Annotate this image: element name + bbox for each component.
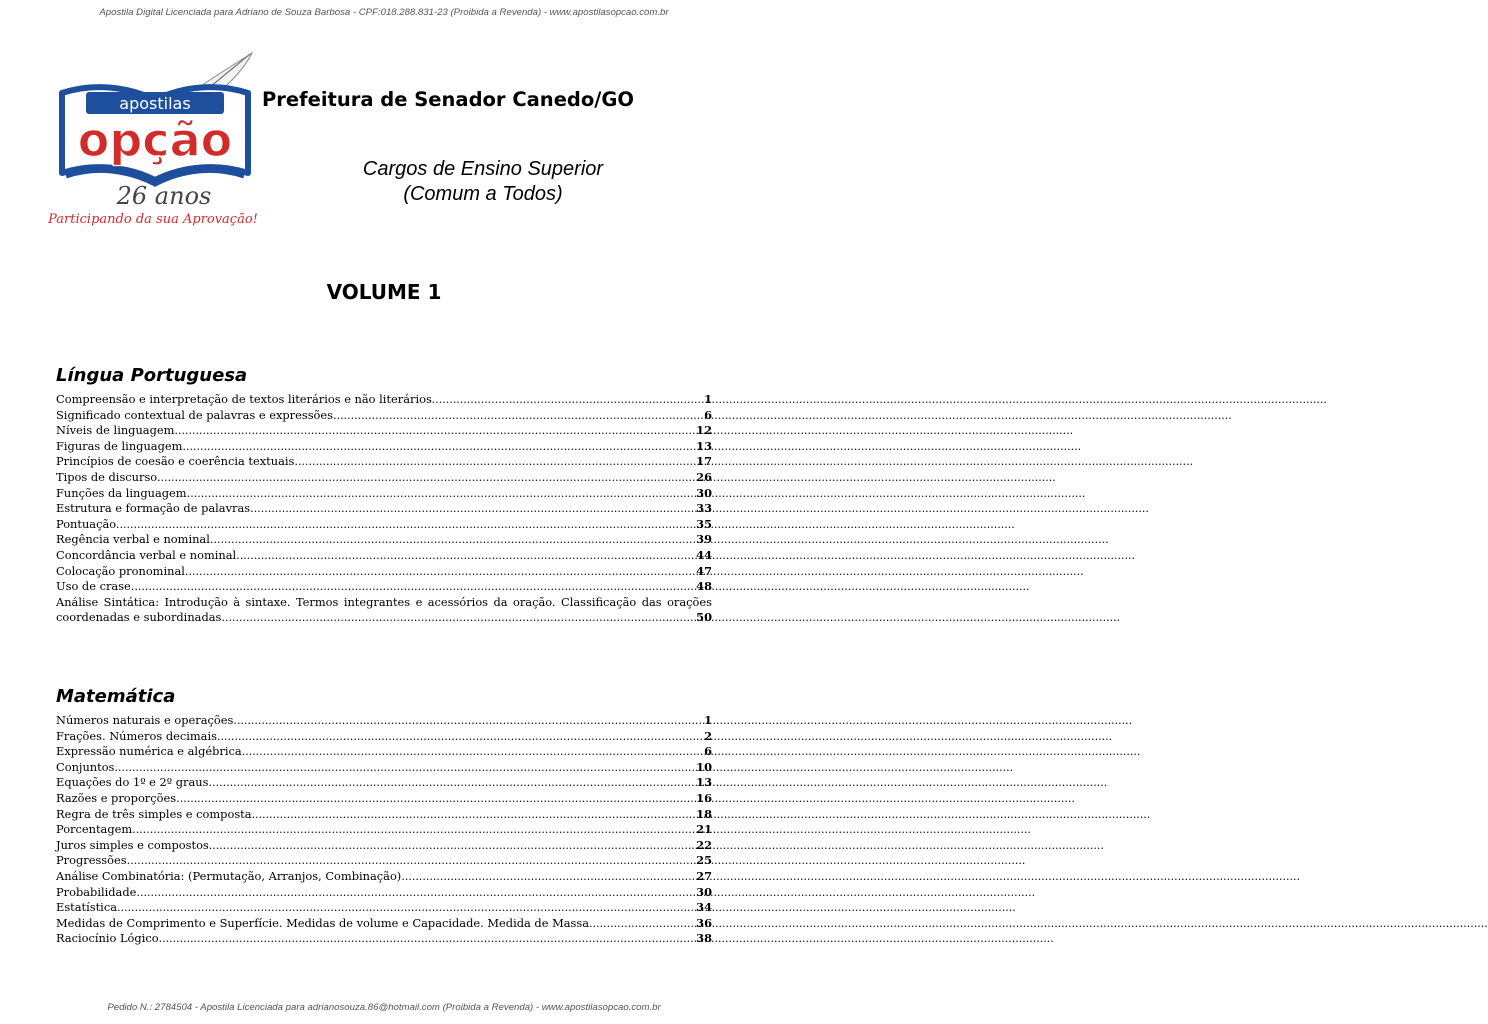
toc-page-number: 30 [696, 884, 712, 899]
toc-entry[interactable] [56, 853, 712, 869]
toc-entry[interactable] [56, 517, 712, 533]
toc-entry-text: Probabilidade. [56, 884, 141, 899]
toc-entry-text: Concordância verbal e nominal. [56, 547, 240, 562]
toc-leader-dots [121, 900, 696, 916]
toc-page-number: 18 [696, 806, 712, 821]
toc-entry[interactable] [56, 408, 712, 424]
toc-page-number: 33 [696, 501, 712, 516]
toc-leader-dots [240, 548, 695, 564]
toc-matematica [56, 713, 712, 947]
toc-entry[interactable] [56, 931, 712, 947]
toc-leader-dots [120, 517, 696, 533]
toc-page-number: 48 [696, 579, 712, 594]
toc-page-number: 1 [704, 713, 712, 727]
toc-entry-text: Equações do 1º e 2º graus. [56, 775, 213, 790]
toc-entry-text-line-1: Análise Sintática: Introdução à sintaxe. Termos integrantes e acessórios da oração. Classificação das orações [56, 594, 712, 609]
toc-entry-text: Princípios de coesão e coerência textuais. [56, 454, 298, 469]
toc-entry-text: Significado contextual de palavras e expressões. [56, 407, 337, 422]
toc-entry-text: Regra de três simples e composta. [56, 806, 256, 821]
toc-entry[interactable] [56, 900, 712, 916]
toc-entry[interactable] [56, 548, 712, 564]
toc-page-number: 10 [696, 759, 712, 774]
toc-page-number: 13 [696, 775, 712, 790]
toc-page-number: 21 [696, 822, 712, 837]
toc-page-number: 25 [696, 853, 712, 868]
toc-entry[interactable] [56, 713, 712, 729]
toc-leader-dots [237, 713, 703, 729]
toc-entry-text: Uso de crase. [56, 579, 135, 594]
logo-brand-word: opção [77, 113, 233, 167]
toc-page-number: 2 [704, 728, 712, 743]
toc-leader-dots [405, 869, 695, 885]
toc-leader-dots [134, 579, 695, 595]
toc-entry[interactable] [56, 885, 712, 901]
toc-leader-dots [225, 610, 695, 626]
toc-page-number: 44 [696, 547, 712, 562]
toc-entry-text: Compreensão e interpretação de textos literários e não literários [56, 392, 432, 406]
toc-entry-text: Figuras de linguagem. [56, 438, 187, 453]
toc-leader-dots [140, 885, 695, 901]
toc-entry[interactable] [56, 791, 712, 807]
toc-page-number: 6 [704, 744, 712, 759]
toc-leader-dots [217, 729, 703, 745]
toc-leader-dots [161, 470, 696, 486]
toc-page-number: 1 [704, 392, 712, 406]
toc-page-number: 12 [696, 423, 712, 438]
toc-page-number: 27 [696, 868, 712, 883]
logo-years: 26 anos [116, 182, 212, 210]
toc-page-number: 47 [696, 563, 712, 578]
toc-entry-text: Números naturais e operações. [56, 713, 237, 727]
toc-page-number: 34 [696, 900, 712, 915]
volume-heading: VOLUME 1 [326, 280, 442, 304]
toc-entry-text: Regência verbal e nominal. [56, 532, 214, 547]
toc-entry-text: Juros simples e compostos [56, 837, 209, 852]
toc-entry[interactable] [56, 595, 712, 626]
toc-page-number: 13 [696, 438, 712, 453]
toc-leader-dots [337, 408, 703, 424]
section-title-matematica: Matemática [56, 686, 176, 707]
toc-leader-dots [189, 564, 696, 580]
toc-entry[interactable] [56, 486, 712, 502]
toc-lingua-portuguesa [56, 392, 712, 626]
document-subtitle [283, 157, 683, 207]
toc-entry-text-line-2: coordenadas e subordinadas. [56, 610, 225, 625]
toc-leader-dots [254, 501, 695, 517]
toc-leader-dots [130, 853, 695, 869]
toc-entry-text: Porcentagem. [56, 822, 136, 837]
toc-page-number: 6 [704, 407, 712, 422]
toc-leader-dots [212, 775, 695, 791]
toc-entry[interactable] [56, 454, 712, 470]
toc-leader-dots [298, 454, 695, 470]
toc-page-number: 30 [696, 485, 712, 500]
toc-entry[interactable] [56, 579, 712, 595]
toc-page-number: 39 [696, 532, 712, 547]
subtitle-line-1: Cargos de Ensino Superior [362, 158, 604, 180]
toc-entry[interactable] [56, 501, 712, 517]
toc-leader-dots [593, 916, 696, 932]
toc-entry-text: Análise Combinatória: (Permutação, Arranjos, Combinação). [56, 868, 405, 883]
toc-leader-dots [213, 532, 695, 548]
toc-entry[interactable] [56, 916, 712, 932]
toc-entry[interactable] [56, 822, 712, 838]
toc-entry[interactable] [56, 729, 712, 745]
toc-entry-text: Colocação pronominal. [56, 563, 189, 578]
toc-entry[interactable] [56, 392, 712, 408]
toc-entry-text: Pontuação. [56, 516, 120, 531]
toc-entry-text: Expressão numérica e algébrica. [56, 744, 246, 759]
toc-leader-dots [159, 931, 696, 947]
toc-entry[interactable] [56, 470, 712, 486]
toc-page-number: 36 [696, 915, 712, 930]
toc-leader-dots [209, 838, 695, 854]
logo-tagline: Participando da sua Aprovação! [48, 212, 258, 227]
toc-page-number: 38 [696, 931, 712, 946]
toc-entry-text: Conjuntos. [56, 759, 119, 774]
toc-entry[interactable] [56, 760, 712, 776]
toc-leader-dots [180, 791, 695, 807]
toc-entry[interactable] [56, 423, 712, 439]
subtitle-line-2: (Comum a Todos) [403, 183, 563, 205]
toc-entry-text: Funções da linguagem. [56, 485, 191, 500]
toc-leader-dots [178, 423, 695, 439]
toc-entry[interactable] [56, 838, 712, 854]
toc-entry-text: Frações. Números decimais [56, 728, 217, 743]
toc-entry-text: Medidas de Comprimento e Superfície. Medidas de volume e Capacidade. Medida de Massa. [56, 915, 593, 930]
toc-leader-dots [432, 392, 703, 408]
toc-page-number: 26 [696, 469, 712, 484]
toc-entry[interactable] [56, 439, 712, 455]
section-title-lingua-portuguesa: Língua Portuguesa [56, 365, 248, 386]
toc-entry-text: Progressões. [56, 853, 131, 868]
toc-leader-dots [190, 486, 695, 502]
toc-leader-dots [245, 744, 703, 760]
book-logo-icon [48, 48, 258, 228]
toc-leader-dots [255, 807, 695, 823]
toc-entry-text: Raciocínio Lógico [56, 931, 159, 946]
toc-page-number: 16 [696, 790, 712, 805]
toc-entry-text: Tipos de discurso. [56, 469, 161, 484]
toc-entry-text: Níveis de linguagem. [56, 423, 179, 438]
toc-entry-text: Estrutura e formação de palavras. [56, 501, 254, 516]
license-header-notice: Apostila Digital Licenciada para Adriano de Souza Barbosa - CPF:018.288.831-23 (Proibida a Revenda) - www.apostilasopcao.com.br [99, 7, 669, 18]
toc-page-number: 22 [696, 837, 712, 852]
toc-entry[interactable] [56, 775, 712, 791]
toc-page-number: 17 [696, 454, 712, 469]
toc-entry[interactable] [56, 744, 712, 760]
order-footer-notice: Pedido N.: 2784504 - Apostila Licenciada para adrianosouza.86@hotmail.com (Proibida a Revenda) - www.apostilasopcao.com.br [107, 1002, 661, 1013]
toc-entry[interactable] [56, 869, 712, 885]
toc-leader-dots [186, 439, 695, 455]
toc-page-number: 50 [696, 610, 712, 625]
toc-entry[interactable] [56, 807, 712, 823]
toc-leader-dots [136, 822, 695, 838]
apostilas-opcao-logo [48, 48, 258, 228]
toc-entry-text: Estatística. [56, 900, 121, 915]
toc-entry-text: Razões e proporções. [56, 790, 180, 805]
toc-entry[interactable] [56, 564, 712, 580]
logo-small-word: apostilas [119, 94, 191, 113]
toc-page-number: 35 [696, 516, 712, 531]
toc-leader-dots [118, 760, 695, 776]
toc-entry[interactable] [56, 532, 712, 548]
document-title: Prefeitura de Senador Canedo/GO [262, 88, 634, 111]
